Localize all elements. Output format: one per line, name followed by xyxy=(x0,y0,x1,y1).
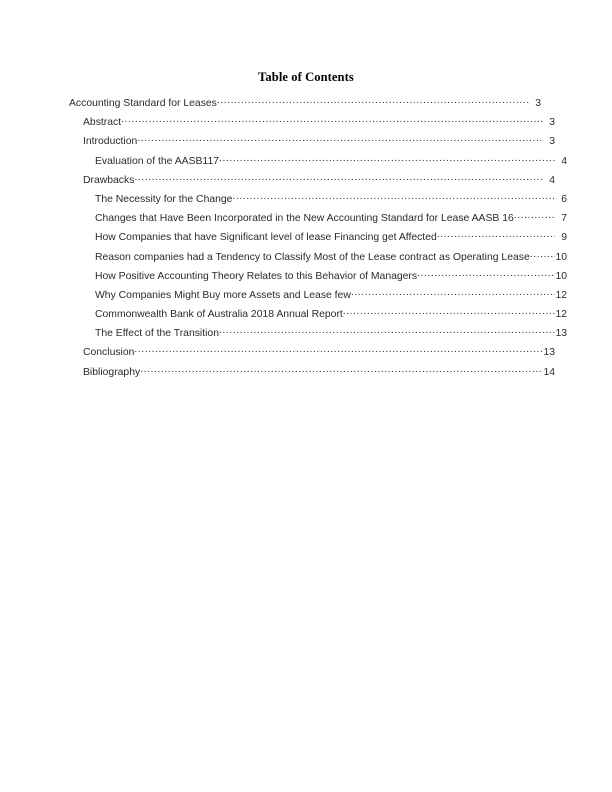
toc-entry-page-number: 3 xyxy=(549,136,555,148)
toc-entry[interactable] xyxy=(69,344,555,363)
toc-entry-page-number: 10 xyxy=(555,251,567,263)
toc-entry-label: The Effect of the Transition xyxy=(95,328,219,340)
toc-entry-page-number: 7 xyxy=(561,213,567,225)
toc-dot-leader xyxy=(134,172,542,183)
toc-dot-leader xyxy=(219,325,555,336)
toc-dot-leader xyxy=(343,306,555,317)
toc-entry-label: Why Companies Might Buy more Assets and Lease few xyxy=(95,289,351,301)
toc-entry-label: Commonwealth Bank of Australia 2018 Annual Report xyxy=(95,309,343,321)
toc-entry-label: Conclusion xyxy=(83,347,135,359)
toc-entry-page-number: 3 xyxy=(549,117,555,129)
toc-entry[interactable] xyxy=(69,114,555,133)
toc-entry[interactable] xyxy=(69,306,567,325)
toc-dot-leader xyxy=(137,133,542,144)
toc-entry-label: Accounting Standard for Leases xyxy=(69,98,217,109)
toc-entry-label: Drawbacks xyxy=(83,174,135,186)
page-title: Table of Contents xyxy=(258,70,354,84)
toc-entry-page-number: 6 xyxy=(561,193,567,205)
toc-dot-leader xyxy=(140,364,542,375)
table-of-contents-list xyxy=(69,95,567,383)
toc-entry-label: How Positive Accounting Theory Relates to this Behavior of Managers xyxy=(95,270,418,282)
toc-entry-page-number: 3 xyxy=(535,98,541,109)
toc-entry-page-number: 14 xyxy=(543,366,555,378)
toc-entry-label: Reason companies had a Tendency to Classify Most of the Lease contract as Operating Lease xyxy=(95,251,530,263)
toc-dot-leader xyxy=(219,153,554,164)
toc-entry[interactable] xyxy=(69,364,555,383)
toc-dot-leader xyxy=(514,210,555,221)
toc-entry-label: Bibliography xyxy=(83,366,141,378)
toc-entry-label: Introduction xyxy=(83,136,138,148)
toc-entry[interactable] xyxy=(69,210,567,229)
toc-entry-label: How Companies that have Significant level of lease Financing get Affected xyxy=(95,232,437,244)
toc-entry[interactable] xyxy=(69,191,567,210)
toc-entry-label: Changes that Have Been Incorporated in the New Accounting Standard for Lease AASB 16 xyxy=(95,213,514,225)
toc-entry-page-number: 4 xyxy=(561,155,567,167)
toc-dot-leader xyxy=(121,114,542,125)
toc-entry[interactable] xyxy=(69,268,567,287)
toc-entry-page-number: 4 xyxy=(549,174,555,186)
toc-entry-label: Abstract xyxy=(83,117,122,129)
toc-entry-page-number: 10 xyxy=(555,270,567,282)
toc-entry[interactable] xyxy=(69,95,541,114)
toc-dot-leader xyxy=(134,344,542,355)
toc-entry-page-number: 12 xyxy=(555,289,567,301)
toc-entry-label: Evaluation of the AASB117 xyxy=(95,155,220,167)
toc-dot-leader xyxy=(530,249,555,260)
toc-entry-page-number: 9 xyxy=(561,232,567,244)
toc-entry[interactable] xyxy=(69,325,567,344)
toc-dot-leader xyxy=(232,191,554,202)
toc-entry-page-number: 12 xyxy=(555,309,567,321)
toc-entry[interactable] xyxy=(69,229,567,248)
toc-entry-page-number: 13 xyxy=(555,328,567,340)
toc-entry[interactable] xyxy=(69,153,567,172)
toc-entry[interactable] xyxy=(69,172,555,191)
toc-dot-leader xyxy=(217,95,529,106)
toc-entry[interactable] xyxy=(69,287,567,306)
toc-entry-label: The Necessity for the Change xyxy=(95,193,233,205)
toc-entry-page-number: 13 xyxy=(543,347,555,359)
toc-dot-leader xyxy=(351,287,555,298)
toc-entry[interactable] xyxy=(69,133,555,152)
toc-dot-leader xyxy=(437,229,555,240)
toc-entry[interactable] xyxy=(69,249,567,268)
toc-dot-leader xyxy=(417,268,554,279)
